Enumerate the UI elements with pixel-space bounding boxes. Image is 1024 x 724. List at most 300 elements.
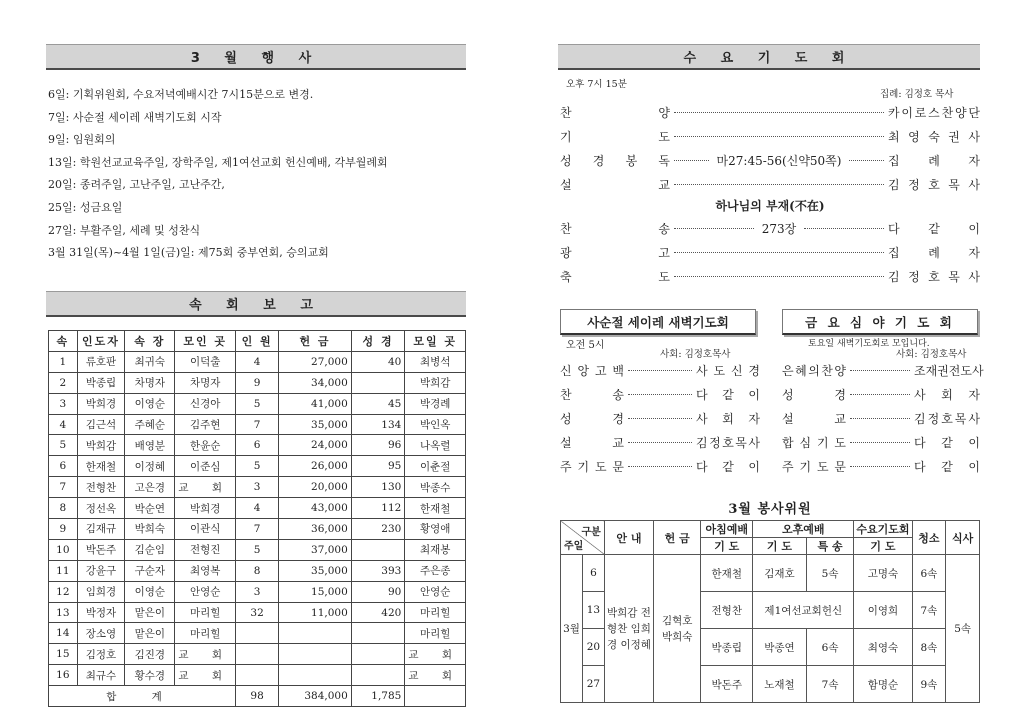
label-char: 로 [914, 105, 927, 120]
leader-dots [674, 252, 884, 253]
wed-program-item-value [888, 176, 980, 193]
table-cell: 134 [351, 414, 405, 435]
label-char: 호 [928, 177, 940, 192]
week-cell: 6 [582, 555, 604, 592]
table-cell: 구순자 [125, 560, 175, 581]
total-label: 합 계 [49, 686, 236, 707]
label-char: 도 [594, 459, 607, 474]
label-char: 호 [941, 411, 953, 426]
label-char: 김 [696, 435, 708, 450]
wed-program-item-label [560, 104, 670, 121]
label-char: 신 [730, 363, 743, 378]
table-cell: 안영순 [405, 581, 466, 602]
afternoon-prayer-cell: 제1여선교회헌신 [753, 592, 854, 629]
cell-report-column-header: 모인 곳 [175, 331, 236, 352]
table-cell: 34,000 [279, 372, 352, 393]
label-char: 정 [908, 177, 920, 192]
table-cell: 24,000 [279, 435, 352, 456]
label-char: 봉 [625, 153, 638, 168]
label-char: 광 [560, 245, 572, 260]
table-row [49, 498, 466, 519]
label-char: 경 [748, 363, 760, 378]
label-char: 집 [888, 153, 900, 168]
table-cell: 130 [351, 477, 405, 498]
table-cell: 맡은이 [125, 623, 175, 644]
table-cell: 8 [236, 560, 279, 581]
label-char: 성 [560, 411, 572, 426]
table-cell: 교 회 [175, 665, 236, 686]
cell-report-column-header: 인 원 [236, 331, 279, 352]
afternoon-prayer-subheader: 기 도 [753, 538, 807, 555]
table-row [49, 644, 466, 665]
label-char: 찬 [941, 105, 954, 120]
wed-program-item-value [888, 152, 980, 169]
label-char: 의 [808, 363, 820, 378]
label-char: 사 [968, 411, 980, 426]
table-cell: 7 [236, 519, 279, 540]
table-cell: 강윤구 [77, 560, 125, 581]
table-cell [279, 644, 352, 665]
event-item: 6일: 기획위원회, 수요저녁예배시간 7시15분으로 변경. [48, 88, 314, 101]
label-char: 도 [960, 363, 972, 378]
table-row [49, 539, 466, 560]
wed-program-item-label [560, 128, 670, 145]
table-cell: 마리힐 [405, 623, 466, 644]
table-cell: 37,000 [279, 539, 352, 560]
march-events-title: 3 월 행 사 [190, 51, 322, 66]
label-char: 회 [941, 387, 953, 402]
lent-program-item-label [560, 362, 624, 379]
wed-prayer-cell: 함명순 [854, 666, 912, 703]
label-char: 같 [722, 387, 734, 402]
label-char: 김 [888, 177, 900, 192]
table-cell: 이준심 [175, 456, 236, 477]
label-char: 같 [722, 459, 734, 474]
table-cell: 최규수 [77, 665, 125, 686]
table-row [49, 414, 466, 435]
label-char: 양 [834, 363, 846, 378]
table-cell: 교 회 [175, 477, 236, 498]
friday-program-item-label [782, 362, 846, 379]
label-char: 기 [799, 459, 812, 474]
table-cell: 임희경 [77, 581, 125, 602]
table-cell: 최재봉 [405, 539, 466, 560]
event-item: 9일: 임원회의 [48, 133, 116, 147]
leader-dots [850, 370, 910, 371]
label-char: 정 [927, 411, 940, 426]
friday-program-item-value [914, 434, 980, 451]
table-cell: 41,000 [279, 393, 352, 414]
table-cell: 7 [236, 414, 279, 435]
event-item: 13일: 학원선교교육주일, 장학주일, 제1여선교회 헌신예배, 각부월례회 [48, 155, 388, 169]
friday-vigil-header [782, 309, 978, 335]
clean-cell: 6속 [912, 555, 946, 592]
table-cell: 김근석 [77, 414, 125, 435]
table-cell: 20,000 [279, 477, 352, 498]
table-cell: 230 [351, 519, 405, 540]
wed-prayer-cell: 고명숙 [854, 555, 912, 592]
table-cell: 9 [236, 372, 279, 393]
table-cell: 11 [49, 560, 78, 581]
label-char: 설 [560, 177, 572, 192]
lent-program-item-label [560, 410, 624, 427]
leader-dots [674, 276, 884, 277]
label-char: 례 [928, 153, 940, 168]
wed-program-item-value [888, 220, 980, 237]
label-char: 축 [560, 269, 572, 284]
table-cell: 1 [49, 351, 78, 372]
table-row [49, 477, 466, 498]
label-char: 은 [782, 363, 794, 378]
wed-header: 수요기도회 [854, 521, 912, 538]
table-cell: 36,000 [279, 519, 352, 540]
guide-header: 안 내 [604, 521, 653, 555]
label-char: 목 [948, 177, 960, 192]
table-cell: 90 [351, 581, 405, 602]
table-cell: 40 [351, 351, 405, 372]
table-cell: 안영순 [175, 581, 236, 602]
table-cell: 3 [49, 393, 78, 414]
table-cell: 12 [49, 581, 78, 602]
table-cell: 45 [351, 393, 405, 414]
label-char: 김 [888, 269, 900, 284]
guides-cell: 박희감 전형찬 임희경 이정혜 [604, 555, 653, 703]
clean-cell: 9속 [912, 666, 946, 703]
afternoon-prayer-cell: 노재철 [753, 666, 807, 703]
lent-program-item [560, 432, 760, 452]
lent-dawn-title: 사순절 세이레 새벽기도회 [587, 314, 729, 330]
table-cell: 맡은이 [125, 602, 175, 623]
table-cell: 16 [49, 665, 78, 686]
label-char: 목 [954, 411, 967, 426]
label-char: 목 [735, 435, 747, 450]
label-char: 영 [908, 129, 920, 144]
table-row [49, 372, 466, 393]
leader-dots [850, 466, 910, 467]
friday-program-item-label [782, 434, 846, 451]
table-cell: 교 회 [405, 644, 466, 665]
total-people: 98 [236, 686, 279, 707]
march-events-header [46, 44, 466, 70]
leader-dots [850, 442, 910, 443]
table-row [49, 351, 466, 372]
table-cell: 마리힐 [175, 623, 236, 644]
label-char: 다 [914, 459, 926, 474]
label-char: 문 [834, 459, 846, 474]
event-item: 27일: 부활주일, 세례 및 성찬식 [48, 223, 201, 237]
friday-vigil-title: 금 요 심 야 기 도 회 [805, 314, 955, 330]
morning-header: 아침예배 [701, 521, 753, 538]
friday-program-item-value [914, 458, 980, 475]
table-cell: 전형찬 [77, 477, 125, 498]
label-char: 송 [612, 387, 624, 402]
afternoon-special-cell: 7속 [806, 666, 854, 703]
table-cell: 11,000 [279, 602, 352, 623]
label-char: 고 [658, 245, 670, 260]
table-cell: 3 [236, 581, 279, 602]
lent-program-item-value [696, 362, 760, 379]
table-cell: 박돈주 [77, 539, 125, 560]
label-char: 합 [782, 435, 794, 450]
table-cell: 5 [236, 393, 279, 414]
wed-program-item [560, 242, 980, 262]
lent-program-item-value [696, 458, 760, 475]
lent-program-item-label [560, 458, 624, 475]
leader-dots [850, 418, 910, 419]
wed-prayer-leader: 집례: 김정호 목사 [880, 89, 954, 100]
wed-program-item-label [560, 176, 670, 193]
label-char: 자 [968, 153, 981, 168]
meal-header: 식사 [946, 521, 980, 555]
wed-program-item [560, 174, 980, 194]
label-char: 이 [968, 221, 980, 236]
lent-program-item-label [560, 434, 624, 451]
table-row [49, 393, 466, 414]
label-char: 같 [928, 221, 940, 236]
week-cell: 20 [582, 629, 604, 666]
lent-program-item-value [696, 386, 760, 403]
lent-program-item-value [696, 434, 760, 451]
friday-vigil-leader: 사회: 김정호목사 [896, 349, 967, 360]
morning-prayer-cell: 박돈주 [701, 666, 753, 703]
table-cell: 이정혜 [125, 456, 175, 477]
label-char: 조 [914, 363, 926, 378]
label-char: 같 [941, 435, 953, 450]
table-cell [279, 623, 352, 644]
table-cell: 정선옥 [77, 498, 125, 519]
table-cell: 박희감 [405, 372, 466, 393]
march-events-list [48, 84, 468, 265]
friday-program-item-label [782, 410, 846, 427]
table-cell: 박경례 [405, 393, 466, 414]
table-cell: 9 [49, 519, 78, 540]
label-char: 목 [948, 269, 960, 284]
offering-cell: 김혁호 박희숙 [654, 555, 701, 703]
label-char: 자 [968, 245, 980, 260]
friday-program-item-label [782, 458, 846, 475]
label-char: 사 [748, 435, 760, 450]
label-char: 독 [658, 153, 670, 168]
table-row [49, 560, 466, 581]
lent-program-item-label [560, 386, 624, 403]
leader-dots [674, 160, 709, 161]
table-cell: 112 [351, 498, 405, 519]
label-char: 스 [928, 105, 940, 120]
table-cell: 주혜순 [125, 414, 175, 435]
table-cell: 14 [49, 623, 78, 644]
month-cell: 3월 [561, 555, 583, 703]
wed-program-item-detail: 마27:45-56(신약50쪽) [716, 153, 842, 168]
label-char: 정 [709, 435, 721, 450]
table-cell [236, 665, 279, 686]
table-cell: 13 [49, 602, 78, 623]
label-char: 앙 [577, 363, 590, 378]
morning-prayer-subheader: 기 도 [701, 538, 753, 555]
wed-program-item [560, 102, 980, 122]
label-char: 자 [968, 387, 980, 402]
corner-cell [561, 521, 605, 555]
label-char: 도 [816, 459, 829, 474]
table-row [49, 665, 466, 686]
table-cell: 박순연 [125, 498, 175, 519]
table-cell: 주은종 [405, 560, 466, 581]
wed-prayer-header [558, 44, 980, 70]
corner-top-label: 구분 [581, 527, 601, 538]
event-item: 3월 31일(목)~4월 1일(금)일: 제75회 중부연회, 승의교회 [48, 246, 329, 260]
label-char: 도 [834, 435, 846, 450]
leader-dots [804, 228, 884, 229]
table-cell: 박희경 [77, 393, 125, 414]
wed-program-item-label [560, 152, 670, 169]
label-char: 권 [948, 129, 960, 144]
label-char: 이 [968, 435, 980, 450]
table-cell: 이관식 [175, 519, 236, 540]
label-char: 다 [696, 459, 708, 474]
label-char: 기 [816, 435, 829, 450]
wed-program-item [560, 150, 980, 170]
lent-program-item [560, 384, 760, 404]
wed-program-item [560, 218, 980, 238]
label-char: 호 [928, 269, 940, 284]
table-row [49, 623, 466, 644]
label-char: 사 [968, 129, 980, 144]
table-cell: 마리힐 [405, 602, 466, 623]
table-cell: 마리힐 [175, 602, 236, 623]
leader-dots [628, 370, 692, 371]
label-char: 설 [560, 435, 572, 450]
leader-dots [674, 136, 884, 137]
label-char: 김 [914, 411, 926, 426]
table-cell [351, 539, 405, 560]
leader-dots [850, 394, 910, 395]
volunteers-table [560, 520, 980, 703]
table-cell: 393 [351, 560, 405, 581]
table-cell: 43,000 [279, 498, 352, 519]
table-cell: 4 [49, 414, 78, 435]
label-char: 같 [941, 459, 953, 474]
table-cell: 황수경 [125, 665, 175, 686]
friday-program-item-label [782, 386, 846, 403]
table-cell: 박희숙 [125, 519, 175, 540]
wed-program-item [560, 266, 980, 286]
table-cell [351, 372, 405, 393]
event-item: 7일: 사순절 세이레 새벽기도회 시작 [48, 110, 222, 124]
table-cell: 5 [236, 539, 279, 560]
friday-program-item-value [914, 386, 980, 403]
table-row [49, 602, 466, 623]
label-char: 다 [696, 387, 708, 402]
label-char: 이 [901, 105, 913, 120]
lent-dawn-header [560, 309, 756, 335]
leader-dots [674, 184, 884, 185]
label-char: 찬 [560, 221, 572, 236]
table-cell: 이춘절 [405, 456, 466, 477]
wed-program-item-label [560, 244, 670, 261]
lent-dawn-time: 오전 5시 [566, 340, 605, 351]
wed-program-item-detail: 273장 [761, 221, 797, 236]
table-cell: 32 [236, 602, 279, 623]
label-char: 사 [968, 269, 980, 284]
label-char: 찬 [560, 105, 572, 120]
label-char: 사 [971, 363, 984, 378]
table-cell: 교 회 [405, 665, 466, 686]
cell-report-header [46, 291, 466, 317]
lent-program-item [560, 360, 760, 380]
label-char: 교 [612, 435, 624, 450]
cell-report-column-header: 헌 금 [279, 331, 352, 352]
label-char: 사 [696, 363, 708, 378]
label-char: 성 [782, 387, 794, 402]
label-char: 양 [658, 105, 670, 120]
label-char: 재 [925, 363, 938, 378]
table-cell: 황영애 [405, 519, 466, 540]
table-cell [279, 665, 352, 686]
label-char: 성 [560, 153, 572, 168]
clean-cell: 8속 [912, 629, 946, 666]
table-cell: 15,000 [279, 581, 352, 602]
friday-program-item [782, 432, 980, 452]
table-cell: 3 [236, 477, 279, 498]
table-cell: 8 [49, 498, 78, 519]
table-cell [351, 665, 405, 686]
table-cell: 최귀숙 [125, 351, 175, 372]
label-char: 카 [888, 105, 900, 120]
table-row [49, 435, 466, 456]
afternoon-prayer-cell: 김재호 [753, 555, 807, 592]
label-char: 도 [658, 129, 670, 144]
table-cell: 27,000 [279, 351, 352, 372]
table-cell: 35,000 [279, 414, 352, 435]
table-cell: 96 [351, 435, 405, 456]
table-cell: 26,000 [279, 456, 352, 477]
label-char: 다 [888, 221, 900, 236]
total-bible: 1,785 [351, 686, 405, 707]
wed-program-item-label [560, 220, 670, 237]
friday-program-item [782, 456, 980, 476]
table-row [49, 456, 466, 477]
label-char: 백 [612, 363, 624, 378]
leader-dots [849, 160, 884, 161]
cell-report-table [48, 330, 466, 707]
friday-program-item [782, 408, 980, 428]
label-char: 숙 [928, 129, 940, 144]
table-cell: 교 회 [175, 644, 236, 665]
table-cell: 15 [49, 644, 78, 665]
afternoon-special-cell: 6속 [806, 629, 854, 666]
offering-header: 헌 금 [654, 521, 701, 555]
wed-program-item-value [888, 104, 980, 121]
wed-program-item-value [888, 244, 980, 261]
label-char: 심 [799, 435, 812, 450]
label-char: 도 [713, 363, 726, 378]
morning-prayer-cell: 전형찬 [701, 592, 753, 629]
friday-vigil-note: 토요일 새벽기도회로 모입니다. [808, 339, 930, 349]
label-char: 자 [748, 411, 760, 426]
wed-program-item-value [888, 268, 980, 285]
table-cell: 차명자 [125, 372, 175, 393]
table-cell: 박희경 [175, 498, 236, 519]
table-cell: 배영분 [125, 435, 175, 456]
volunteers-title: 3월 봉사위원 [728, 502, 812, 517]
cell-report-title: 속 회 보 고 [189, 298, 323, 313]
label-char: 문 [612, 459, 624, 474]
leader-dots [628, 418, 692, 419]
label-char: 양 [954, 105, 967, 120]
label-char: 사 [696, 411, 708, 426]
table-cell: 95 [351, 456, 405, 477]
label-char: 사 [968, 177, 980, 192]
table-cell: 5 [236, 456, 279, 477]
